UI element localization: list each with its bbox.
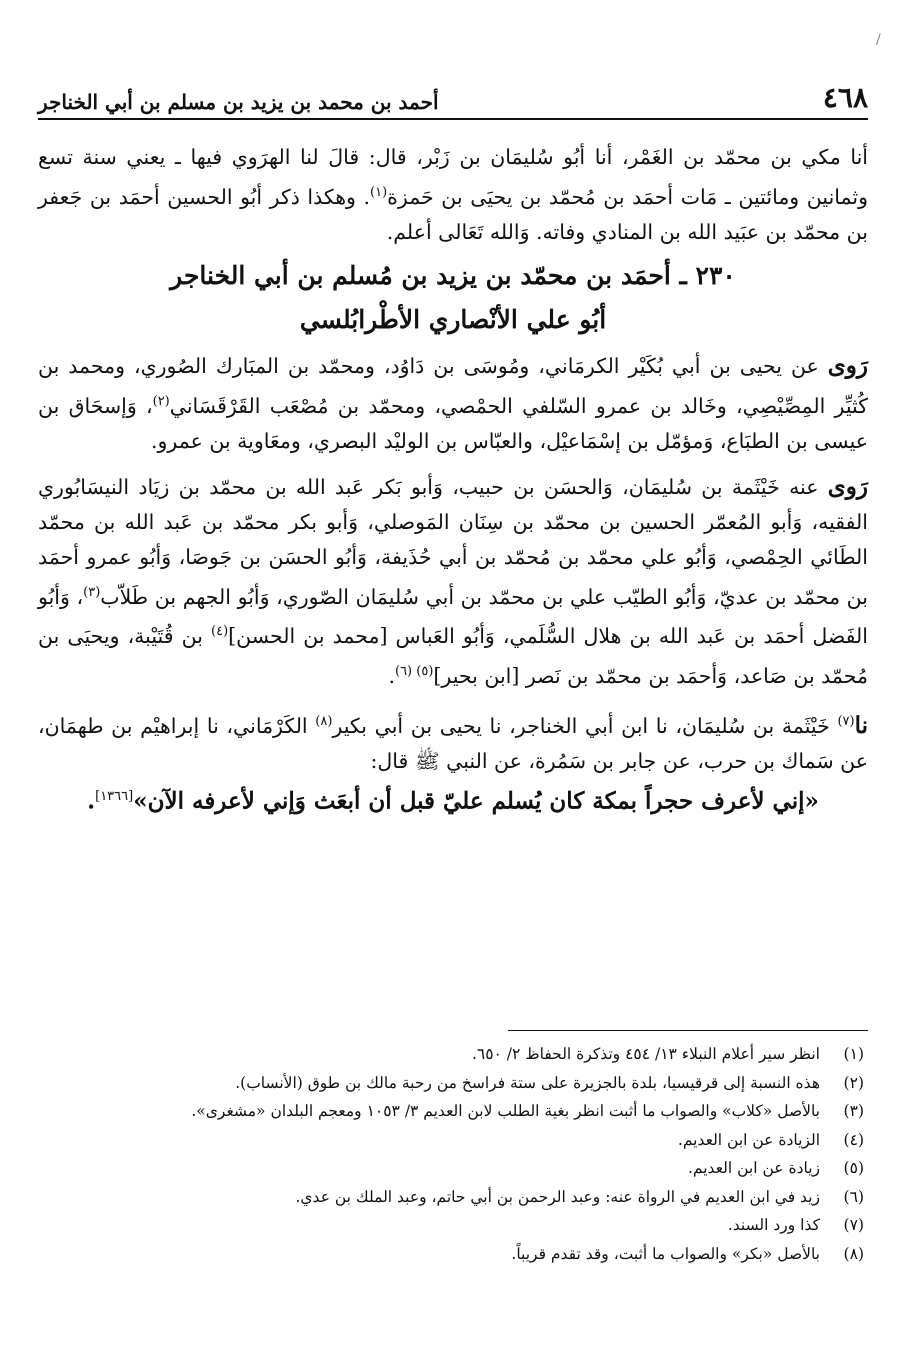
main-text: [38, 140, 868, 819]
footnote-item: [60, 1240, 864, 1269]
footnote-number: (١): [843, 1045, 864, 1063]
narrated-from-paragraph: [38, 348, 868, 459]
intro-paragraph: أنا مكي بن محمّد بن الغَمْر، أنا أبُو سُليمَان بن زَبْر، قال: قالَ لنا الهرَوي فيها ـ يعني سنة تسع وثمانين ومائتين ـ مَات أحمَد بن مُحمّد بن يحيَى بن حَمزة$^{(١)}$. وهكذا ذكر أبُو الحسين أحمَد بن جَعفر بن محمّد بن عبَيد الله بن المنادي وفاته. وَالله تَعَالى أعلم.: [38, 145, 868, 244]
intro-text-after: وهكذا ذكر أبُو الحسين أحمَد بن جَعفر بن محمّد بن عبَيد الله بن المنادي وفاته. وَالله تَعَالى أعلم.: [38, 184, 868, 244]
footnote-text: انظر سير أعلام النبلاء ١٣/ ٤٥٤ وتذكرة الحفاظ ٢/ ٦٥٠.: [471, 1045, 820, 1063]
footnote-text: الزيادة عن ابن العديم.: [677, 1130, 820, 1149]
page-number: ٤٦٨: [822, 81, 868, 114]
rawa-anhu-text-4: .: [388, 664, 395, 689]
footnote-ref-2[interactable]: (٢): [152, 393, 170, 409]
footnotes: [60, 1040, 864, 1268]
footnote-number: (٦): [843, 1187, 864, 1206]
footnote-ref-1[interactable]: (١): [370, 185, 388, 200]
footnote-item: [60, 1183, 864, 1212]
rawa-lead: رَوى: [827, 351, 868, 379]
running-head: [38, 76, 868, 120]
footnote-item: [60, 1154, 864, 1183]
rawa-an-text-1: عن يحيى بن أبي بُكَيْر الكرمَاني، ومُوسَى بن دَاوُد، ومحمّد بن المبَارك الصُوري، ومحمد بن كُثيِّر المِصِّيْصِي، وخَالد بن عمرو السّلفي الحمْصي، ومحمّد بن مُصْعَب القَرْقَسَاني: [38, 353, 868, 418]
footnote-number: (٥): [843, 1159, 864, 1177]
footnote-item: [60, 1211, 864, 1240]
footnote-item: [60, 1126, 864, 1155]
narrated-by-paragraph: [38, 469, 868, 694]
footnote-text: زيادة عن ابن العديم.: [688, 1159, 820, 1177]
rawa-anhu-text-2: ، وَأبُو الفَضل أحمَد بن عَبد الله بن هلال السُّلَمي، وَأبُو العَباس [محمد بن الحسن]: [38, 584, 868, 649]
footnote-separator: [508, 1030, 868, 1031]
margin-mark: /: [876, 32, 881, 48]
isnad-text-1: خَيْثَمة بن سُليمَان، نا ابن أبي الخناجر، نا يحيى بن أبي بكير: [332, 713, 830, 738]
footnote-text: كذا ورد السند.: [727, 1216, 820, 1234]
rawa-an-text-2: ، وَإسحَاق بن عيسى بن الطبَاع، وَمؤمّل بن إسْمَاعيْل، والعبّاس بن الوليْد البصري، ومعَاوية بن عمرو.: [38, 393, 868, 453]
isnad-lead: نا: [854, 711, 868, 739]
footnote-number: (٧): [843, 1216, 864, 1234]
entry-title-line-2: أبُو علي الأنْصاري الأطْرابُلسي: [299, 304, 607, 334]
footnote-text: بالأصل «بكر» والصواب ما أثبت، وقد تقدم قريباً.: [511, 1244, 820, 1263]
hadith-body: «إني لأعرف حجراً بمكة كان يُسلم عليّ قبل أن أبعَث وَإني لأعرفه الآن»: [133, 787, 819, 815]
footnote-number: (٨): [843, 1244, 864, 1263]
footnote-item: [60, 1040, 864, 1069]
footnote-number: (٤): [843, 1130, 864, 1149]
footnote-item: [60, 1097, 864, 1126]
footnote-ref-3[interactable]: (٣): [83, 584, 101, 600]
isnad-paragraph: [38, 704, 868, 779]
footnote-number: (٣): [843, 1102, 864, 1120]
running-head-title: أحمد بن محمد بن يزيد بن مسلم بن أبي الخناجر: [38, 90, 439, 114]
footnote-ref-8[interactable]: (٨): [315, 714, 333, 730]
isnad-text-2: الكَرْمَاني، نا إبراهيْم بن طهمَان، عن سَماك بن حرب، عن جابر بن سَمُرة، عن النبي ﷺ قال:: [38, 713, 868, 773]
hadith-reference: [١٣٦٦]: [95, 788, 134, 804]
footnote-ref-4[interactable]: (٤): [211, 624, 229, 640]
footnote-number: (٢): [843, 1073, 864, 1092]
footnote-item: [60, 1069, 864, 1098]
footnote-text: هذه النسبة إلى قرقيسيا، بلدة بالجزيرة على ستة فراسخ من رحبة مالك بن طوق (الأنساب).: [235, 1073, 820, 1092]
entry-title: [38, 254, 868, 342]
rawa-anhu-lead: رَوى: [827, 472, 868, 500]
intro-text: أنا مكي بن محمّد بن الغَمْر، أنا أبُو سُليمَان بن زَبْر، قال: قالَ لنا الهرَوي فيها ـ يعني سنة تسع وثمانين ومائتين ـ مَات أحمَد بن مُحمّد بن يحيَى بن حَمزة: [38, 145, 868, 209]
hadith-end: .: [87, 787, 96, 815]
footnote-text: بالأصل «كلاب» والصواب ما أثبت انظر بغية الطلب لابن العديم ٣/ ١٠٥٣ ومعجم البلدان «مشغرى».: [191, 1102, 820, 1120]
rawa-anhu-text-1: عنه خَيْثَمة بن سُليمَان، وَالحسَن بن حبيب، وَأبو بَكر عَبد الله بن محمّد بن زيَاد النيسَابُوري الفقيه، وَأبو المُعمّر الحسين بن محمّد بن سِنَان المَوصلي، وَأبو بكر محمّد بن عَبد الله بن محمّد الطَائي الحِمْصي، وَأبُو علي محمّد بن مُحمّد بن أبي حُذَيفة، وَأبُو الحسَن بن جَوصَا، وَأبُو عمرو أحمَد بن محمّد بن عديّ، وَأبُو الطيّب علي بن محمّد بن أبي سُليمَان الصّوري، وَأبُو الجهم بن طَلاّب: [38, 474, 868, 609]
hadith-text: [38, 779, 868, 819]
rawa-anhu-text-3: بن قُتَيْبة، ويحيَى بن مُحمّد بن صَاعد، وَأحمَد بن محمّد بن نَصر [ابن بحير]: [38, 624, 868, 689]
footnote-text: زيد في ابن العديم في الرواة عنه: وعبد الرحمن بن أبي حاتم، وعبد الملك بن عدي.: [295, 1187, 820, 1206]
footnote-ref-7[interactable]: (٧): [837, 714, 855, 730]
footnote-ref-5-6[interactable]: (٥) (٦): [394, 664, 434, 680]
entry-title-line-1: ٢٣٠ ـ أحمَد بن محمّد بن يزيد بن مُسلم بن أبي الخناجر: [170, 260, 736, 290]
